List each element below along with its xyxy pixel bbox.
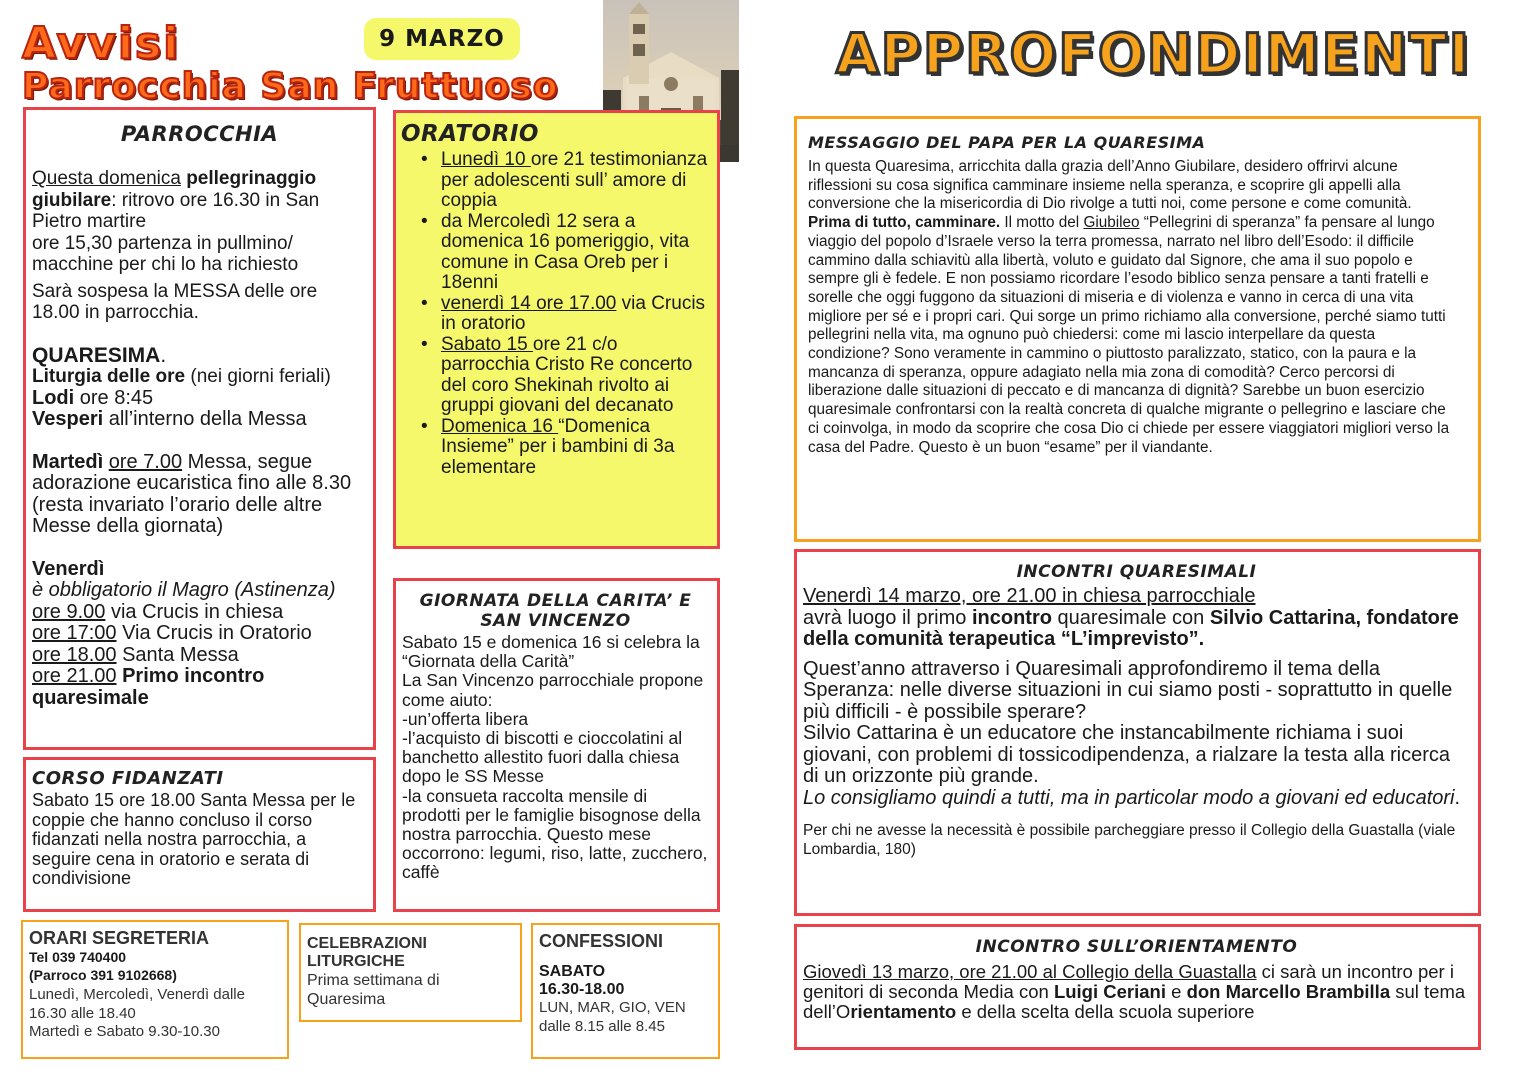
fidanzati-heading: CORSO FIDANZATI <box>32 768 224 789</box>
carita-line: La San Vincenzo parrocchiale propone come aiuto: <box>402 670 704 710</box>
liturgia-text: Liturgia delle ore (nei giorni feriali) <box>32 366 331 387</box>
segreteria-hours-2: Martedì e Sabato 9.30-10.30 <box>29 1023 220 1041</box>
confessioni-sabato-time: 16.30-18.00 <box>539 981 625 998</box>
messaggio-text: In questa Quaresima, arricchita dalla grazia dell’Anno Giubilare, desidero offrirvi alcune riflessioni su cosa significa camminare insieme nella speranza, e scoprire gli appelli alla conversione che la misericordia di Dio rivolge a tutti noi, come persone e come comunità. Prima di tutto, camminare. Il motto del Giubileo “Pellegrini di speranza” fa pensare al lungo viaggio del popolo d’Israele verso la terra promessa, narrato nel libro dell’Esodo: il difficile cammino dalla schiavitù alla libertà, voluto e guidato dal Signore, che ama il suo popolo e sempre gli è fedele. E non possiamo ricordare l’esodo biblico senza pensare a tanti fratelli e sorelle che oggi fuggono da situazioni di miseria e di violenza e vanno in cerca di una vita migliore per sé e i propri cari. Qui sorge un primo richiamo alla conversione, perché siamo tutti pellegrini nella vita, ma ognuno può chiedersi: come mi lascio interpellare da questa condizione? Sono veramente in cammino o piuttosto paralizzato, statico, con la paura e la mancanza di speranza, oppure adagiato nella mia zona di comodità? Cerco percorsi di liberazione dalle situazioni di peccato e di mancanza di dignità? Sarebbe un buon esercizio quaresimale confrontarsi con la realtà concreta di qualche migrante o pellegrino e lasciare che ci coinvolga, in modo da scoprire che cosa Dio ci chiede per essere viaggiatori migliori verso la casa del Padre. Questo è un buon “esame” per il viandante. <box>808 158 1450 456</box>
list-item: • Domenica 16 “Domenica Insieme” per i bambini di 3a elementare <box>401 417 709 479</box>
list-item: • Sabato 15 ore 21 c/o parrocchia Cristo Re concerto del coro Shekinah rivolto ai gruppi giovani del decanato <box>401 335 709 417</box>
confessioni-weekdays: LUN, MAR, GIO, VEN dalle 8.15 alle 8.45 <box>539 999 686 1035</box>
carita-heading: GIORNATA DELLA CARITA’ E SAN VINCENZO <box>419 591 692 631</box>
celebrazioni-heading: CELEBRAZIONI LITURGICHE <box>307 935 427 970</box>
incontri-speranza: Quest’anno attraverso i Quaresimali approfondiremo il tema della Speranza: nelle diverse situazioni in cui siamo posti - soprattutto in quelle più difficili - è possibile sperare? <box>803 657 1453 723</box>
messaggio-box <box>794 116 1481 542</box>
incontri-date: Venerdì 14 marzo, ore 21.00 in chiesa parrocchiale <box>803 585 1256 607</box>
pellegrinaggio-text: Questa domenica pellegrinaggio giubilare: ritrovo ore 16.30 in San Pietro martire <box>32 168 320 232</box>
title-parrocchia: Parrocchia San Fruttuoso <box>22 66 559 107</box>
celebrazioni-text: Prima settimana di Quaresima <box>307 972 440 1008</box>
confessioni-box <box>531 923 720 1059</box>
list-item: • Lunedì 10 ore 21 testimonianza per adolescenti sull’ amore di coppia <box>401 150 709 212</box>
incontri-cattarina: Silvio Cattarina è un educatore che instancabilmente richiama i suoi giovani, con problemi di tossicodipendenza, a rialzare la testa alla ricerca di un orizzonte più grande. <box>803 722 1451 787</box>
incontri-parcheggio: Per chi ne avesse la necessità è possibile parcheggiare presso il Collegio della Guastalla (viale Lombardia, 180) <box>803 822 1456 858</box>
martedi-text: Martedì ore 7.00 Messa, segue adorazione eucaristica fino alle 8.30 <box>32 450 352 494</box>
celebrazioni-box <box>299 923 522 1022</box>
parrocchia-heading: PARROCCHIA <box>120 122 279 146</box>
orientamento-box <box>794 924 1481 1050</box>
segreteria-heading: ORARI SEGRETERIA <box>29 928 210 948</box>
date-badge: 9 MARZO <box>364 18 520 60</box>
incontri-primo: avrà luogo il primo incontro quaresimale con Silvio Cattarina, fondatore della comunità terapeutica “L’imprevisto”. <box>803 606 1459 650</box>
parroco-tel: (Parroco 391 9102668) <box>29 967 177 983</box>
fidanzati-box <box>23 757 376 912</box>
title-approfondimenti: APPROFONDIMENTI <box>836 22 1472 86</box>
confessioni-heading: CONFESSIONI <box>539 931 664 951</box>
messa-sospesa-text: Sarà sospesa la MESSA delle ore 18.00 in parrocchia. <box>32 280 318 323</box>
venerdi-line-3: ore 18.00 Santa Messa <box>32 643 239 666</box>
carita-line: Sabato 15 e domenica 16 si celebra la “Giornata della Carità” <box>402 632 700 672</box>
partenza-text: ore 15,30 partenza in pullmino/ macchine per chi lo ha richiesto <box>32 232 299 275</box>
venerdi-title: Venerdì <box>32 557 105 580</box>
carita-box <box>393 578 720 912</box>
venerdi-magro: è obbligatorio il Magro (Astinenza) <box>32 579 336 601</box>
carita-line: -un’offerta libera <box>402 708 529 729</box>
oratorio-list <box>401 150 709 478</box>
venerdi-line-1: ore 9.00 via Crucis in chiesa <box>32 600 284 623</box>
carita-line: -la consueta raccolta mensile di prodotti per le famiglie bisognose della nostra parrocchia. Questo mese occorrono: legumi, riso, latte, zucchero, caffè <box>402 785 708 883</box>
lodi-text: Lodi ore 8:45 <box>32 386 154 409</box>
title-avvisi: Avvisi <box>22 18 181 69</box>
martedi-note: (resta invariato l’orario delle altre Messe della giornata) <box>32 493 323 537</box>
incontri-box <box>794 549 1481 916</box>
segreteria-tel: Tel 039 740400 <box>29 949 127 965</box>
segreteria-hours-1: Lunedì, Mercoledì, Venerdì dalle 16.30 alle 18.40 <box>29 986 245 1022</box>
list-item: • venerdì 14 ore 17.00 via Crucis in oratorio <box>401 294 709 335</box>
oratorio-box <box>393 110 720 549</box>
segreteria-box <box>21 920 289 1059</box>
incontri-consiglio: Lo consigliamo quindi a tutti, ma in particolar modo a giovani ed educatori. <box>803 786 1461 809</box>
quaresima-title: QUARESIMA. <box>32 343 167 367</box>
oratorio-heading: ORATORIO <box>401 121 539 147</box>
parrocchia-box <box>23 107 376 750</box>
venerdi-line-4: ore 21.00 Primo incontro quaresimale <box>32 665 265 709</box>
carita-line: -l’acquisto di biscotti e cioccolatini al banchetto allestito fuori dalla chiesa dopo le SS Messe <box>402 728 683 787</box>
confessioni-sabato: SABATO <box>539 963 606 980</box>
venerdi-line-2: ore 17:00 Via Crucis in Oratorio <box>32 622 312 644</box>
incontri-heading: INCONTRI QUARESIMALI <box>1016 562 1257 582</box>
fidanzati-text: Sabato 15 ore 18.00 Santa Messa per le coppie che hanno concluso il corso fidanzati nella nostra parrocchia, a seguire cena in oratorio e serata di condivisione <box>32 790 356 888</box>
vesperi-text: Vesperi all’interno della Messa <box>32 408 307 430</box>
messaggio-heading: MESSAGGIO DEL PAPA PER LA QUARESIMA <box>808 133 1206 152</box>
orientamento-text: Giovedì 13 marzo, ore 21.00 al Collegio della Guastalla ci sarà un incontro per i genitori di seconda Media con Luigi Ceriani e don Marcello Brambilla sul tema dell’Orientamento e della scelta della scuola superiore <box>803 961 1466 1022</box>
list-item: • da Mercoledì 12 sera a domenica 16 pomeriggio, vita comune in Casa Oreb per i 18enni <box>401 212 709 294</box>
orientamento-heading: INCONTRO SULL’ORIENTAMENTO <box>975 937 1298 957</box>
